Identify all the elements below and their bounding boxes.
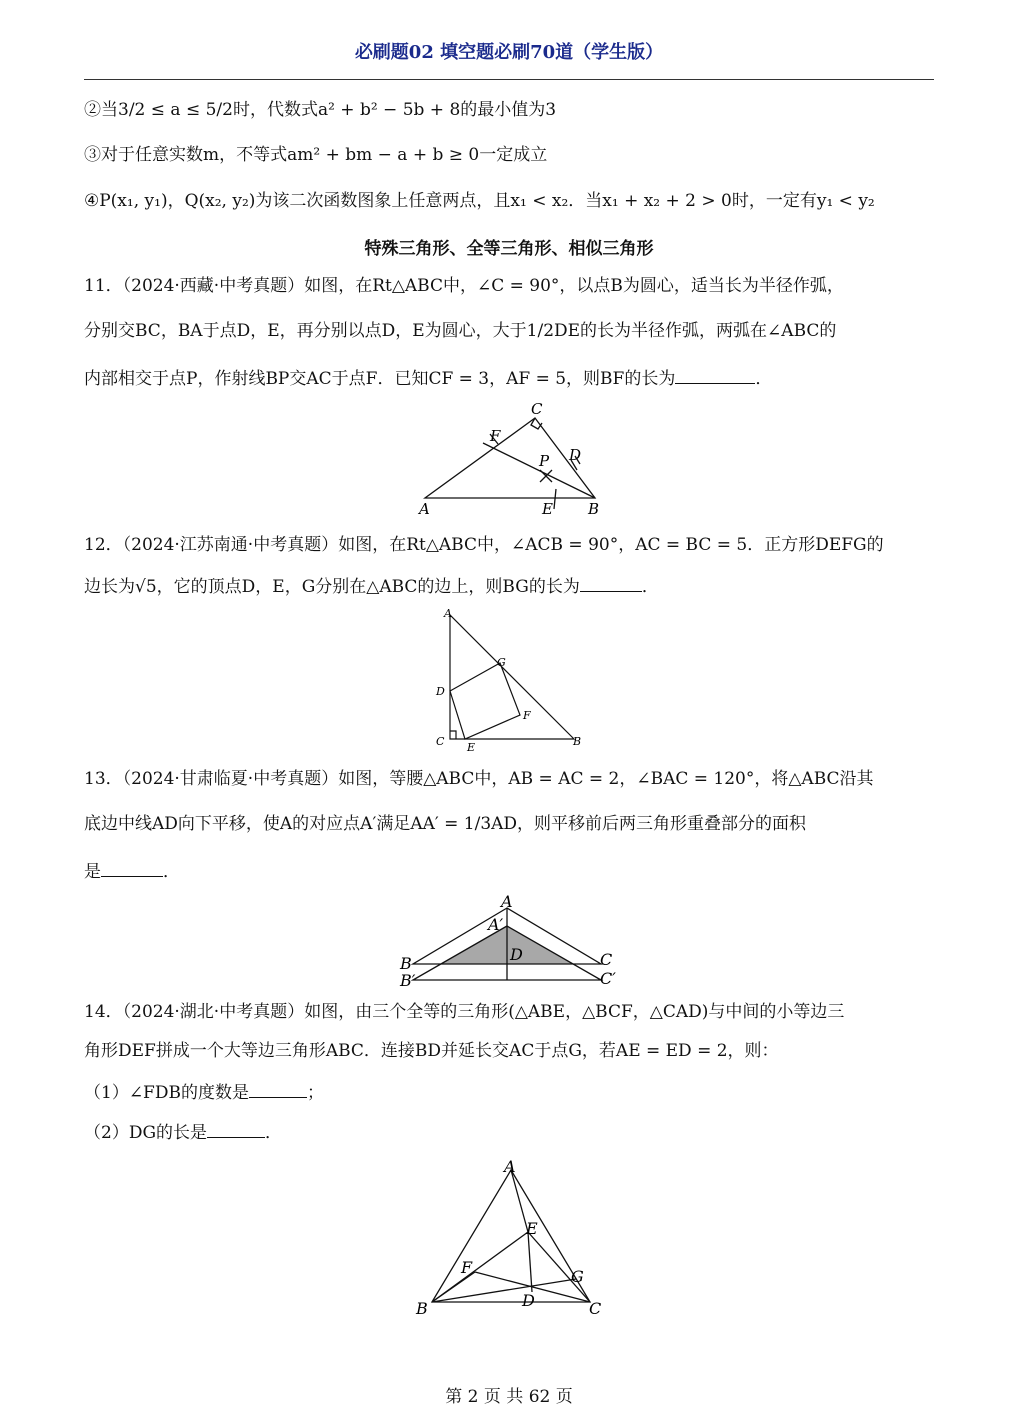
q13-answer-blank[interactable] (101, 858, 163, 877)
q13-label-a-prime: A′ (488, 915, 504, 934)
q14-line-2: 角形DEF拼成一个大等边三角形ABC．连接BD并延长交AC于点G，若AE = ED = 2，则： (84, 1041, 779, 1061)
q14-line-bg (432, 1279, 576, 1302)
q14-part-1-blank[interactable] (249, 1079, 307, 1098)
q12-end: ． (641, 577, 659, 597)
q11-diagram (405, 398, 615, 520)
q13-line-3 (84, 858, 934, 884)
q14-part-2 (84, 1119, 934, 1145)
q11-end: ． (755, 369, 773, 389)
q11-line-3 (84, 365, 934, 391)
q13-line-1: 13．（2024·甘肃临夏·中考真题）如图，等腰△ABC中，AB = AC = 2，∠BAC = 120°，将△ABC沿其 (84, 769, 874, 789)
q11-label-f: F (490, 427, 501, 445)
q12-label-c: C (436, 735, 445, 748)
q11-label-a: A (419, 500, 430, 518)
statement-4: ④P(x₁, y₁)，Q(x₂, y₂)为该二次函数图象上任意两点，且x₁ < x₂．当x₁ + x₂ + 2 > 0时，一定有y₁ < y₂ (84, 191, 875, 211)
q12-line-1: 12．（2024·江苏南通·中考真题）如图，在Rt△ABC中，∠ACB = 90°，AC = BC = 5．正方形DEFG的 (84, 535, 884, 555)
statement-2: ②当3/2 ≤ a ≤ 5/2时，代数式a² + b² − 5b + 8的最小值为3 (84, 100, 557, 120)
q14-line-1: 14．（2024·湖北·中考真题）如图，由三个全等的三角形(△ABE，△BCF，△CAD)与中间的小等边三 (84, 1002, 845, 1022)
q14-part-2-text: （2）DG的长是 (84, 1123, 208, 1143)
q14-label-a: A (504, 1157, 516, 1176)
q11-answer-blank[interactable] (675, 365, 755, 384)
page-footer: 第 2 页 共 62 页 (445, 1387, 573, 1407)
q14-part-1 (84, 1079, 934, 1105)
q13-label-b: B (400, 954, 412, 973)
q11-line-1: 11．（2024·西藏·中考真题）如图，在Rt△ABC中，∠C = 90°，以点B为圆心，适当长为半径作弧， (84, 276, 844, 296)
q11-arc-mark-e (554, 489, 556, 509)
q13-figure (395, 890, 625, 990)
section-title: 特殊三角形、全等三角形、相似三角形 (364, 239, 654, 259)
q12-label-e: E (467, 741, 476, 753)
q12-line-2 (84, 573, 934, 599)
q13-label-a: A (501, 892, 513, 911)
q11-figure (405, 398, 615, 520)
q14-part-2-end: ． (265, 1123, 283, 1143)
q14-label-d: D (522, 1291, 535, 1310)
q13-diagram (395, 890, 625, 990)
q14-diagram (408, 1152, 608, 1324)
q14-part-2-blank[interactable] (207, 1119, 265, 1138)
q12-label-d: D (436, 685, 445, 698)
q13-end: ． (163, 862, 180, 882)
q14-label-b: B (416, 1299, 428, 1318)
q11-line-3-text: 内部相交于点P，作射线BP交AC于点F．已知CF = 3，AF = 5，则BF的长为 (84, 369, 676, 389)
q12-triangle (450, 615, 574, 739)
q12-right-angle (450, 731, 456, 739)
q12-answer-blank[interactable] (580, 573, 642, 592)
q12-figure (430, 605, 590, 753)
q14-label-c: C (589, 1299, 602, 1318)
q12-label-g: G (497, 656, 506, 669)
q12-label-f: F (523, 709, 531, 722)
q14-label-f: F (461, 1258, 473, 1277)
q13-label-c: C (600, 950, 613, 969)
q14-triangle-abc (432, 1170, 590, 1302)
q12-diagram (430, 605, 590, 753)
q13-label-b-prime: B′ (400, 971, 416, 990)
q13-label-c-prime: C′ (600, 969, 616, 988)
header-divider (84, 79, 934, 80)
q14-figure (408, 1152, 608, 1324)
q14-line-ad-ext (528, 1232, 532, 1292)
q12-line-2-text: 边长为√5，它的顶点D，E，G分别在△ABC的边上，则BG的长为 (84, 577, 580, 597)
q11-label-d: D (569, 446, 582, 464)
page-header-title: 必刷题02 填空题必刷70道（学生版） (354, 42, 664, 63)
statement-3: ③对于任意实数m，不等式am² + bm − a + b ≥ 0一定成立 (84, 145, 548, 165)
q13-label-d: D (510, 945, 523, 964)
q13-line-2: 底边中线AD向下平移，使A的对应点A′满足AA′ = 1/3AD，则平移前后两三角形重叠部分的面积 (84, 814, 807, 834)
q12-label-b: B (573, 735, 582, 748)
q14-part-1-text: （1）∠FDB的度数是 (84, 1083, 249, 1103)
q11-label-c: C (531, 400, 543, 418)
q14-label-e: E (526, 1219, 538, 1238)
q11-label-e: E (542, 500, 553, 518)
q13-line-3-text: 是 (84, 862, 101, 882)
q11-label-p: P (539, 452, 550, 470)
q12-label-a: A (444, 607, 452, 620)
q11-label-b: B (588, 500, 600, 518)
q14-part-1-end: ； (306, 1083, 324, 1103)
q11-line-2: 分别交BC，BA于点D，E，再分别以点D，E为圆心，大于1/2DE的长为半径作弧，两弧在∠ABC的 (84, 321, 837, 341)
q14-label-g: G (571, 1267, 584, 1286)
